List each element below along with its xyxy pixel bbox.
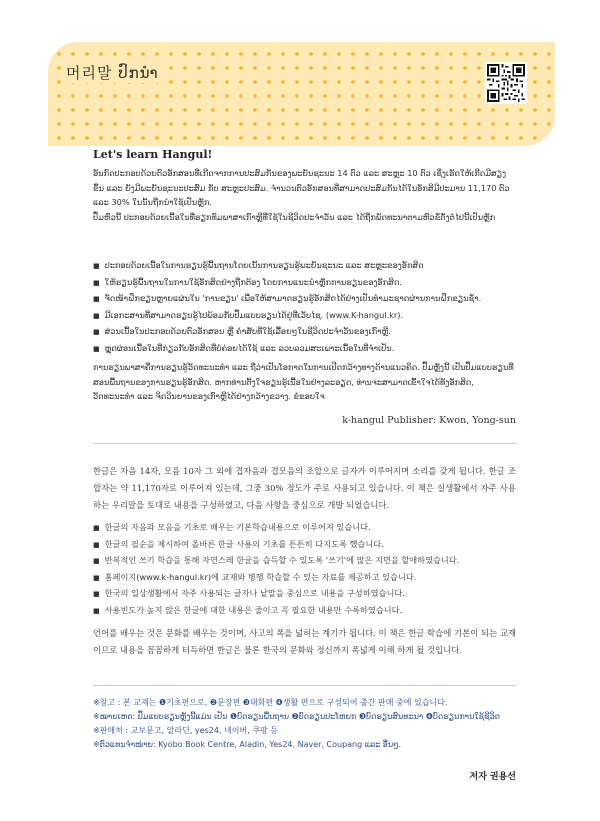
note-item: ※참고 : 본 교재는 ❶기초편으로, ❷문장편 ❸대화편 ❹생활 편으로 구성되어 출간 판매 중에 있습니다. bbox=[93, 698, 448, 707]
lao-heading: Let's learn Hangul! bbox=[93, 148, 213, 161]
divider bbox=[93, 685, 516, 686]
korean-intro bbox=[93, 463, 516, 514]
note-item: ※ຕົວແທນຈຳໜ່າຍ: Kyobo Book Centre, Aladin, Yes24, Naver, Coupang ແລະ ອື່ນໆ. bbox=[93, 740, 402, 749]
page-title: 머리말 ປົກນຳ bbox=[62, 62, 163, 83]
list-item: ■ ຈັດໜ້າຝຶກຂຽນຫຼາຍແຜ່ນໃນ 'ການຂຽນ' ເພື່ອໃຫ້ສາມາດຮຽນຮູ້ອັກສິດໄດ້ຢ່າງເປັນທຳມະຊາດຜ່ານການຝຶກຂຽນຊ້ຳ. bbox=[93, 291, 516, 308]
author-signature: 저자 권용선 bbox=[469, 772, 516, 782]
lao-closing bbox=[93, 360, 516, 404]
list-item: ■ ຫຼຸດຜ່ອນເນື້ອໃນທີ່ກ່ຽວກັບອັກສິດທີ່ບໍ່ຄ່ອຍໄດ້ໃຊ້ ແລະ ລວບລວມສະເພາະເນື້ອໃນທີ່ຈຳເປັນ. bbox=[93, 341, 516, 358]
list-item: ■ 반복적인 쓰기 학습을 통해 자연스레 한글을 습득할 수 있도록 '쓰기'에 많은 지면을 할애하였습니다. bbox=[93, 553, 516, 570]
korean-bullet-list bbox=[93, 520, 516, 620]
notes-block bbox=[93, 697, 516, 753]
lao-bullet-list bbox=[93, 258, 516, 358]
korean-paragraph: 한글은 자음 14자, 모음 10자 그 외에 겹자음과 겹모음의 조합으로 글자가 이루어지며 소리를 갖게 됩니다. 한글 조합자는 약 11,170자로 이루어져 있는데, 그중 30% 정도가 주로 사용되고 있습니다. 이 책은 실생활에서 자주 사용하는 우리말을 토대로 내용을 구성하였고, 다음 사항을 중심으로 개발 되었습니다. bbox=[93, 466, 516, 510]
qr-code-icon bbox=[485, 62, 527, 104]
list-item: ■ ໃຫ້ຮຽນຮູ້ພື້ນຖານໃນການໃຊ້ອັກສິດຢ່າງຖືກຕ້ອງ ໂດຍການແນະນຳຫຼັກການຮຽນຂອງອັກສິດ. bbox=[93, 275, 516, 292]
list-item: ■ 사용빈도가 높지 않은 한글에 대한 내용은 줄이고 꼭 필요한 내용만 수록하였습니다. bbox=[93, 603, 516, 620]
list-item: ■ ສ່ວນເນື້ອໃນປະກອບດ້ວຍຕົວອັກສອນ ຫຼື ຄຳສັບທີ່ໃຊ້ເລື້ອຍໆໃນຊີວິດປະຈຳວັນຂອງເກົາຫຼີ. bbox=[93, 324, 516, 341]
list-item: ■ ມີເອກະສານທີ່ສາມາດຮຽນຮູ້ໄປພ້ອມກັບປຶ້ມແບບຮຽນໄດ້ຢູ່ທີ່ເວັບໄຊ. (www.K-hangul.kr). bbox=[93, 308, 516, 325]
note-item: ※판매처 : 교보문고, 알라딘, yes24, 네이버, 쿠팡 등 bbox=[93, 726, 279, 735]
lao-paragraph: ປຶ້ມຫົວນີ້ ປະກອບດ້ວຍເນື້ອໃນທີ່ຮຽກທົມພາສາເກົາຫຼີທີ່ໃຊ້ໃນຊີວິດປະຈຳວັນ ແລະ ໄດ້ຖືກພັດທະນາຕາມຫົວຂໍ້ດັ່ງຕໍ່ໄປນີ້ເປັນຫຼັກ bbox=[93, 211, 496, 222]
korean-closing-text: 언어를 배우는 것은 문화를 배우는 것이며, 사고의 폭을 넓히는 계기가 됩니다. 이 책은 한글 학습에 기본이 되는 교재이므로 내용을 꼼꼼하게 터득하면 한글은 물론 한국의 문화와 정신까지 폭넓게 이해 하게 될 것입니다. bbox=[93, 628, 516, 655]
list-item: ■ ປະກອບດ້ວຍເນື້ອໃນການຮຽນຮູ້ພື້ນຖານໂດຍເນັ້ນການຮຽນຮູ້ພະຍັນຊະນະ ແລະ ສະຫຼະຂອງອັກສິດ bbox=[93, 258, 516, 275]
lao-closing-text: ການຮຽນພາສາຄືການຮຽນຮູ້ວັດທະນະທຳ ແລະ ຖືວ່າເປັນໂອກາດໃນການເປີດກວ້າງທາງດ້ານແນວຄິດ. ປຶ້ມຫຼັງນີ້ ເປັນປຶ້ມແບບຮຽນທີ່ສອນພື້ນຖານຂອງການຮຽນຮູ້ອັກສິດ. ຫາກທ່ານຕັ້ງໃຈຮຽນຮູ້ເນື້ອໃນຢ່າງລະອຽດ, ທ່ານຈະສາມາດເຂົ້າໃຈໄດ້ທັງອັກສິດ, ວັດທະນະທຳ ແລະ ຈິດວິນຍານຂອງເກົາຫຼີໄດ້ຢ່າງກວ້າງຂວາງ. ຂໍຂອບໃຈ bbox=[93, 362, 514, 401]
publisher-signature: k-hangul Publisher: Kwon, Yong-sun bbox=[342, 415, 516, 426]
lao-paragraph: ອັນກົດປະກອບດ້ວຍຕົວອັກສອນທີ່ເກີດຈາກການປະສົມກັນຂອງພະຍັນຊະນະ 14 ຕົວ ແລະ ສະຫຼະ 10 ຕົວ ເຊິ່ງເຮັດໃຫ້ເກີດມີສຽງຂຶ້ນ ແລະ ຍັງມີພະຍັນຊະນະປະສົມ ກັບ ສະຫຼະປະສົມ. ຈຳນວນຕົວອັກສອນທີ່ສາມາດປະສົມກັນໄດ້ໃນອັກສິມີປະມານ 11,170 ຕົວ ແລະ 30% ໃນນັ້ນຖືກນຳໃຊ້ເປັນຫຼັກ. bbox=[93, 168, 510, 207]
note-item: ※ໝາຍເຫດ: ປຶ້ມແບບຮຽນຫຼັງນີ້ແມ່ນ ເປັນ ❶ບົດຮຽນພື້ນຖານ ❷ບົດຮຽນປະໂຫຍກ ❸ບົດຮຽນສົນທະນາ ❹ບົດຮຽນການໃຊ້ຊີວິດ bbox=[93, 712, 500, 721]
lao-intro bbox=[93, 166, 516, 224]
list-item: ■ 한국의 일상생활에서 자주 사용되는 글자나 낱말을 중심으로 내용을 구성하였습니다. bbox=[93, 586, 516, 603]
header-banner bbox=[48, 42, 555, 146]
divider bbox=[93, 443, 516, 444]
list-item: ■ 한글의 자음과 모음을 기초로 배우는 기본학습내용으로 이루어져 있습니다. bbox=[93, 520, 516, 537]
list-item: ■ 홈페이지(www.k-hangul.kr)에 교재와 병행 학습할 수 있는 자료를 제공하고 있습니다. bbox=[93, 570, 516, 587]
korean-closing bbox=[93, 625, 516, 659]
list-item: ■ 한글의 필순을 제시하여 올바른 한글 사용의 기초를 튼튼히 다지도록 했습니다. bbox=[93, 537, 516, 554]
